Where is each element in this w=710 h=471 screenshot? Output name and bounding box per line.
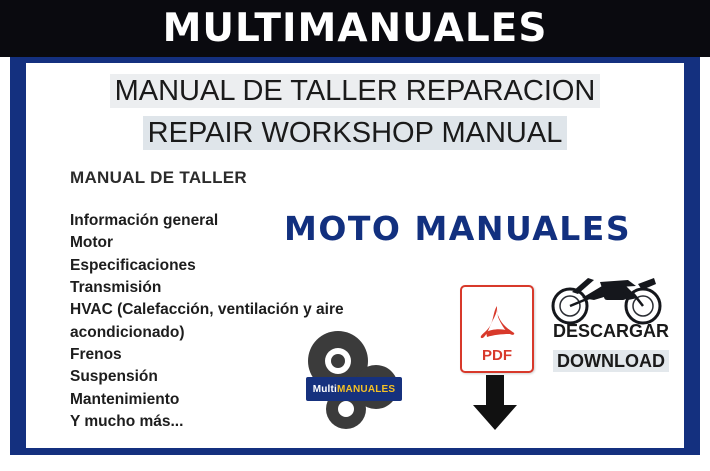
download-label-en[interactable] — [531, 351, 691, 372]
adobe-swirl-icon — [477, 303, 517, 343]
list-item: Transmisión — [70, 278, 162, 296]
pdf-file-icon[interactable] — [460, 285, 534, 373]
download-label-en-text: DOWNLOAD — [553, 350, 669, 372]
list-item: Suspensión — [70, 368, 158, 386]
list-item: HVAC (Calefacción, ventilación y aire acondicionado) — [70, 301, 344, 341]
headline-spanish — [26, 75, 684, 108]
white-page — [26, 63, 684, 448]
headline-english — [26, 117, 684, 150]
list-item: Frenos — [70, 345, 122, 363]
logo-band — [306, 377, 402, 401]
download-arrow-icon[interactable] — [469, 375, 521, 431]
pdf-label: PDF — [482, 347, 512, 364]
logo-band-highlight: MANUALES — [337, 383, 396, 395]
headline-english-text: REPAIR WORKSHOP MANUAL — [143, 116, 568, 150]
headline-spanish-text: MANUAL DE TALLER REPARACION — [110, 74, 601, 108]
list-item: Especificaciones — [70, 256, 196, 274]
motorcycle-icon — [542, 248, 672, 328]
list-item: Información general — [70, 212, 219, 229]
logo-band-prefix: Multi — [312, 383, 338, 395]
list-item: Y mucho más... — [70, 412, 184, 430]
banner-title: MULTIMANUALES — [162, 6, 548, 51]
right-margin — [700, 57, 710, 471]
section-subtitle: MANUAL DE TALLER — [70, 168, 247, 187]
multimanuales-logo — [298, 325, 408, 435]
top-banner — [0, 0, 710, 57]
download-label-es[interactable]: DESCARGAR — [552, 321, 669, 341]
bottom-margin — [0, 455, 710, 471]
list-item: Mantenimiento — [70, 390, 180, 408]
list-item: Motor — [70, 234, 114, 252]
moto-manuales-title: MOTO MANUALES — [284, 209, 632, 248]
left-margin — [0, 57, 10, 471]
